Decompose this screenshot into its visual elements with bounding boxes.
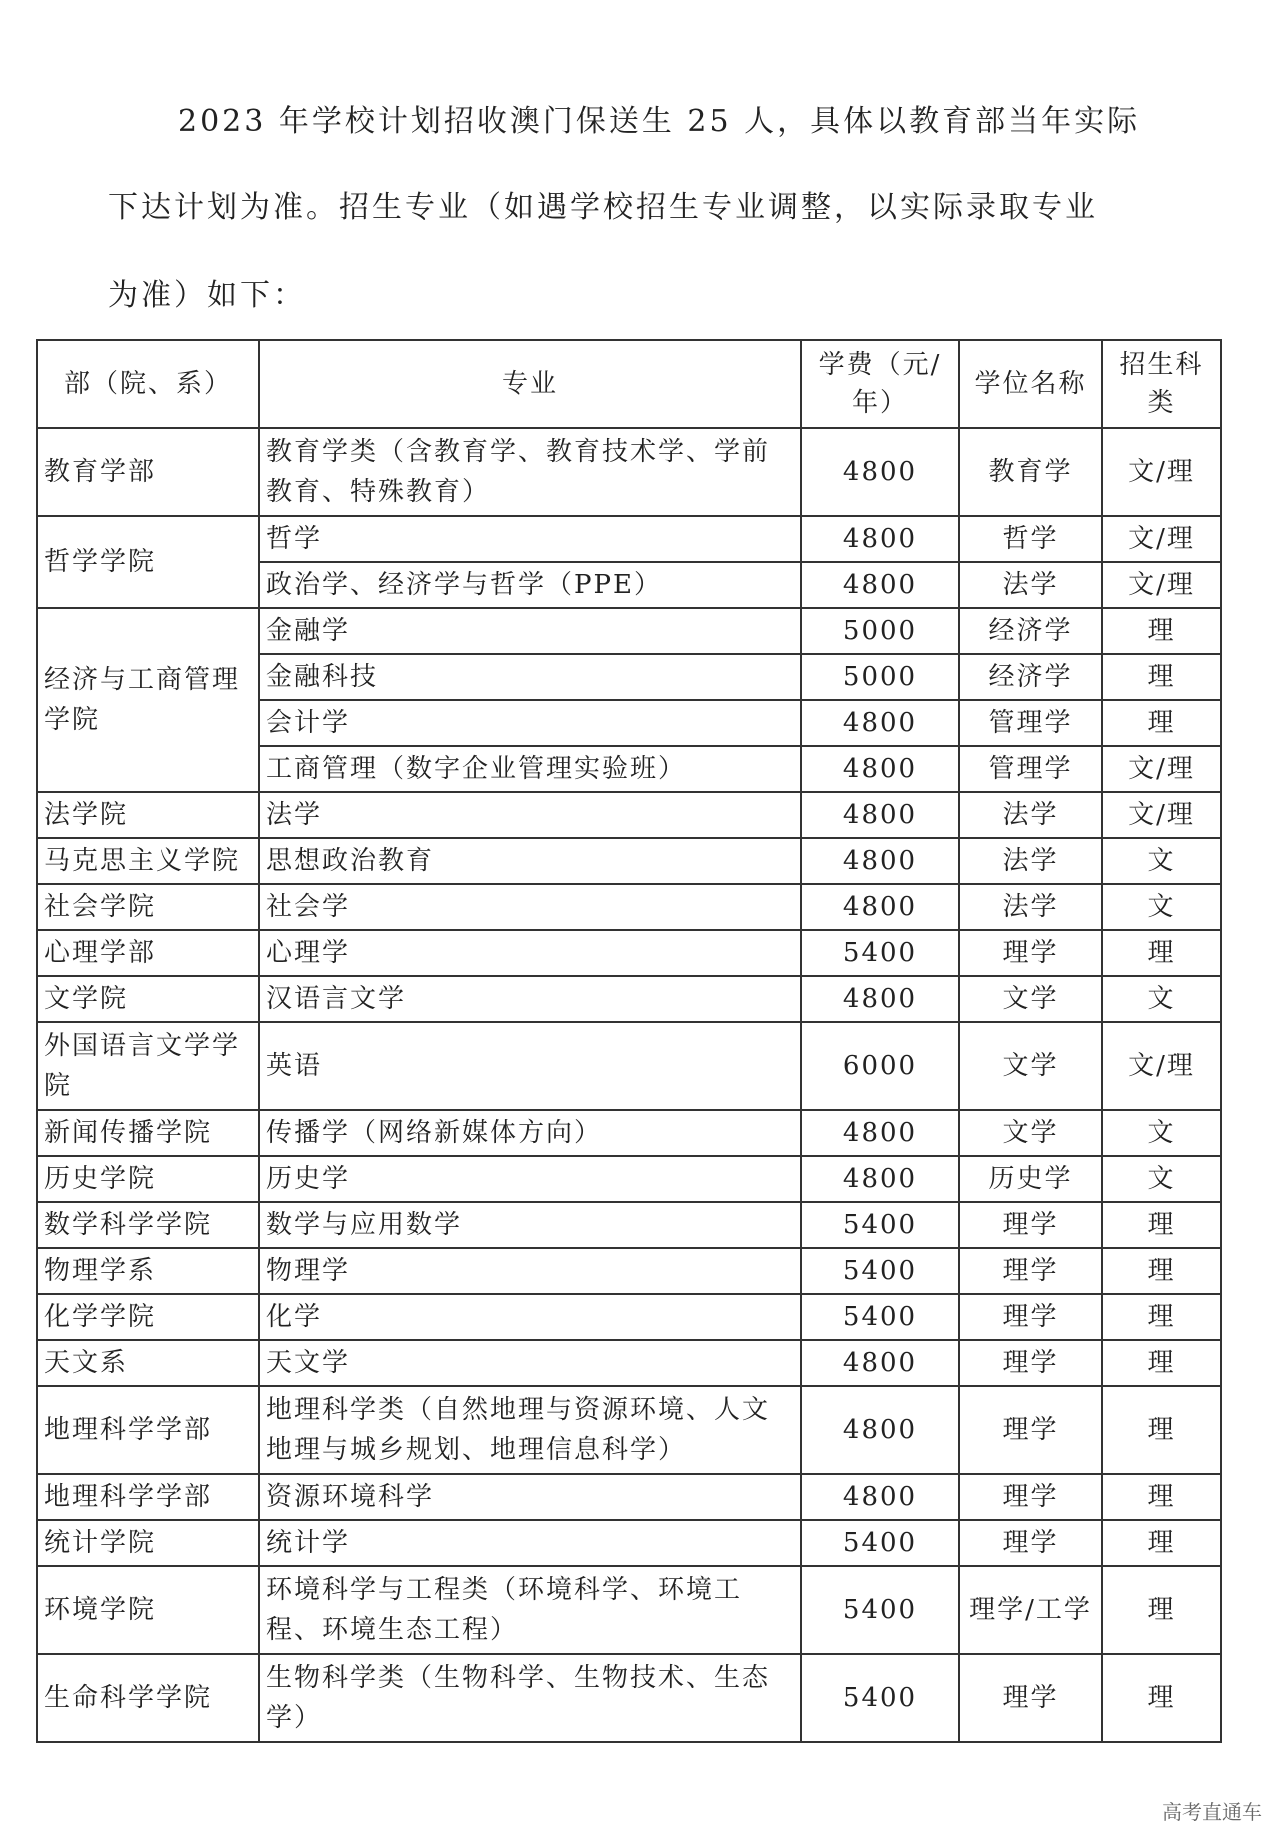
fee-cell: 4800 <box>801 562 959 608</box>
major-cell: 资源环境科学 <box>259 1474 801 1520</box>
dept-cell: 化学学院 <box>37 1294 259 1340</box>
table-row <box>37 1520 1221 1566</box>
table-row <box>37 1566 1221 1654</box>
dept-cell: 环境学院 <box>37 1566 259 1654</box>
header-dept: 部（院、系） <box>37 340 259 428</box>
category-cell: 理 <box>1102 1386 1221 1474</box>
dept-cell: 法学院 <box>37 792 259 838</box>
dept-cell: 地理科学学部 <box>37 1474 259 1520</box>
fee-cell: 4800 <box>801 428 959 516</box>
header-major: 专业 <box>259 340 801 428</box>
major-cell: 历史学 <box>259 1156 801 1202</box>
dept-cell: 数学科学学院 <box>37 1202 259 1248</box>
category-cell: 理 <box>1102 1654 1221 1742</box>
fee-cell: 4800 <box>801 516 959 562</box>
major-cell: 心理学 <box>259 930 801 976</box>
intro-line-3: 为准）如下： <box>108 278 306 313</box>
degree-cell: 理学 <box>959 930 1102 976</box>
category-cell: 文/理 <box>1102 792 1221 838</box>
table-row <box>37 976 1221 1022</box>
header-category: 招生科类 <box>1102 340 1221 428</box>
header-degree: 学位名称 <box>959 340 1102 428</box>
category-cell: 理 <box>1102 1294 1221 1340</box>
table-row <box>37 1248 1221 1294</box>
major-cell: 工商管理（数字企业管理实验班） <box>259 746 801 792</box>
fee-cell: 5400 <box>801 930 959 976</box>
enrollment-table <box>36 339 1222 1743</box>
table-row <box>37 930 1221 976</box>
degree-cell: 理学/工学 <box>959 1566 1102 1654</box>
category-cell: 理 <box>1102 1202 1221 1248</box>
major-cell: 金融学 <box>259 608 801 654</box>
dept-cell: 哲学学院 <box>37 516 259 608</box>
fee-cell: 4800 <box>801 884 959 930</box>
degree-cell: 文学 <box>959 976 1102 1022</box>
table-row <box>37 792 1221 838</box>
major-cell: 金融科技 <box>259 654 801 700</box>
fee-cell: 5400 <box>801 1520 959 1566</box>
category-cell: 理 <box>1102 1520 1221 1566</box>
category-cell: 文/理 <box>1102 746 1221 792</box>
major-cell: 社会学 <box>259 884 801 930</box>
table-row <box>37 1110 1221 1156</box>
table-row <box>37 1202 1221 1248</box>
degree-cell: 经济学 <box>959 608 1102 654</box>
major-cell: 物理学 <box>259 1248 801 1294</box>
category-cell: 理 <box>1102 654 1221 700</box>
fee-cell: 5400 <box>801 1294 959 1340</box>
category-cell: 理 <box>1102 700 1221 746</box>
dept-cell: 社会学院 <box>37 884 259 930</box>
table-row <box>37 1294 1221 1340</box>
table-row <box>37 838 1221 884</box>
dept-cell: 经济与工商管理学院 <box>37 608 259 792</box>
category-cell: 文 <box>1102 1156 1221 1202</box>
dept-cell: 教育学部 <box>37 428 259 516</box>
category-cell: 理 <box>1102 1248 1221 1294</box>
dept-cell: 生命科学学院 <box>37 1654 259 1742</box>
category-cell: 文 <box>1102 976 1221 1022</box>
category-cell: 理 <box>1102 608 1221 654</box>
fee-cell: 4800 <box>801 976 959 1022</box>
table-row <box>37 608 1221 654</box>
degree-cell: 文学 <box>959 1022 1102 1110</box>
dept-cell: 外国语言文学学院 <box>37 1022 259 1110</box>
dept-cell: 物理学系 <box>37 1248 259 1294</box>
degree-cell: 法学 <box>959 838 1102 884</box>
table-row <box>37 1156 1221 1202</box>
fee-cell: 4800 <box>801 1340 959 1386</box>
fee-cell: 4800 <box>801 700 959 746</box>
degree-cell: 理学 <box>959 1340 1102 1386</box>
degree-cell: 理学 <box>959 1386 1102 1474</box>
degree-cell: 哲学 <box>959 516 1102 562</box>
major-cell: 生物科学类（生物科学、生物技术、生态学） <box>259 1654 801 1742</box>
fee-cell: 4800 <box>801 1110 959 1156</box>
table-row <box>37 1474 1221 1520</box>
fee-cell: 4800 <box>801 746 959 792</box>
degree-cell: 理学 <box>959 1294 1102 1340</box>
major-cell: 教育学类（含教育学、教育技术学、学前教育、特殊教育） <box>259 428 801 516</box>
fee-cell: 4800 <box>801 792 959 838</box>
table-row <box>37 428 1221 516</box>
major-cell: 英语 <box>259 1022 801 1110</box>
degree-cell: 管理学 <box>959 700 1102 746</box>
major-cell: 哲学 <box>259 516 801 562</box>
dept-cell: 天文系 <box>37 1340 259 1386</box>
table-row <box>37 1386 1221 1474</box>
dept-cell: 马克思主义学院 <box>37 838 259 884</box>
intro-line-2: 下达计划为准。招生专业（如遇学校招生专业调整，以实际录取专业 <box>108 190 1098 225</box>
major-cell: 化学 <box>259 1294 801 1340</box>
dept-cell: 心理学部 <box>37 930 259 976</box>
degree-cell: 管理学 <box>959 746 1102 792</box>
major-cell: 思想政治教育 <box>259 838 801 884</box>
major-cell: 法学 <box>259 792 801 838</box>
dept-cell: 统计学院 <box>37 1520 259 1566</box>
category-cell: 文/理 <box>1102 562 1221 608</box>
degree-cell: 经济学 <box>959 654 1102 700</box>
table-row <box>37 884 1221 930</box>
category-cell: 文/理 <box>1102 516 1221 562</box>
dept-cell: 新闻传播学院 <box>37 1110 259 1156</box>
major-cell: 统计学 <box>259 1520 801 1566</box>
degree-cell: 法学 <box>959 562 1102 608</box>
major-cell: 传播学（网络新媒体方向） <box>259 1110 801 1156</box>
category-cell: 文 <box>1102 838 1221 884</box>
table-row <box>37 1654 1221 1742</box>
dept-cell: 文学院 <box>37 976 259 1022</box>
degree-cell: 教育学 <box>959 428 1102 516</box>
category-cell: 理 <box>1102 930 1221 976</box>
fee-cell: 5400 <box>801 1654 959 1742</box>
fee-cell: 5400 <box>801 1566 959 1654</box>
fee-cell: 4800 <box>801 1474 959 1520</box>
watermark: 高考直通车 <box>1162 1800 1262 1824</box>
degree-cell: 法学 <box>959 884 1102 930</box>
major-cell: 会计学 <box>259 700 801 746</box>
table-row <box>37 1340 1221 1386</box>
table-row <box>37 516 1221 562</box>
fee-cell: 4800 <box>801 1386 959 1474</box>
degree-cell: 历史学 <box>959 1156 1102 1202</box>
major-cell: 汉语言文学 <box>259 976 801 1022</box>
dept-cell: 历史学院 <box>37 1156 259 1202</box>
major-cell: 政治学、经济学与哲学（PPE） <box>259 562 801 608</box>
category-cell: 理 <box>1102 1340 1221 1386</box>
header-fee: 学费（元/年） <box>801 340 959 428</box>
category-cell: 文/理 <box>1102 428 1221 516</box>
dept-cell: 地理科学学部 <box>37 1386 259 1474</box>
degree-cell: 法学 <box>959 792 1102 838</box>
category-cell: 文/理 <box>1102 1022 1221 1110</box>
fee-cell: 5400 <box>801 1248 959 1294</box>
major-cell: 环境科学与工程类（环境科学、环境工程、环境生态工程） <box>259 1566 801 1654</box>
degree-cell: 理学 <box>959 1520 1102 1566</box>
fee-cell: 5000 <box>801 654 959 700</box>
degree-cell: 文学 <box>959 1110 1102 1156</box>
fee-cell: 6000 <box>801 1022 959 1110</box>
degree-cell: 理学 <box>959 1248 1102 1294</box>
table-header-row <box>37 340 1221 428</box>
category-cell: 理 <box>1102 1566 1221 1654</box>
table-row <box>37 1022 1221 1110</box>
fee-cell: 4800 <box>801 838 959 884</box>
fee-cell: 5400 <box>801 1202 959 1248</box>
major-cell: 天文学 <box>259 1340 801 1386</box>
major-cell: 数学与应用数学 <box>259 1202 801 1248</box>
major-cell: 地理科学类（自然地理与资源环境、人文地理与城乡规划、地理信息科学） <box>259 1386 801 1474</box>
category-cell: 文 <box>1102 1110 1221 1156</box>
intro-line-1: 2023 年学校计划招收澳门保送生 25 人，具体以教育部当年实际 <box>178 104 1141 139</box>
degree-cell: 理学 <box>959 1202 1102 1248</box>
category-cell: 理 <box>1102 1474 1221 1520</box>
fee-cell: 5000 <box>801 608 959 654</box>
fee-cell: 4800 <box>801 1156 959 1202</box>
degree-cell: 理学 <box>959 1474 1102 1520</box>
category-cell: 文 <box>1102 884 1221 930</box>
degree-cell: 理学 <box>959 1654 1102 1742</box>
